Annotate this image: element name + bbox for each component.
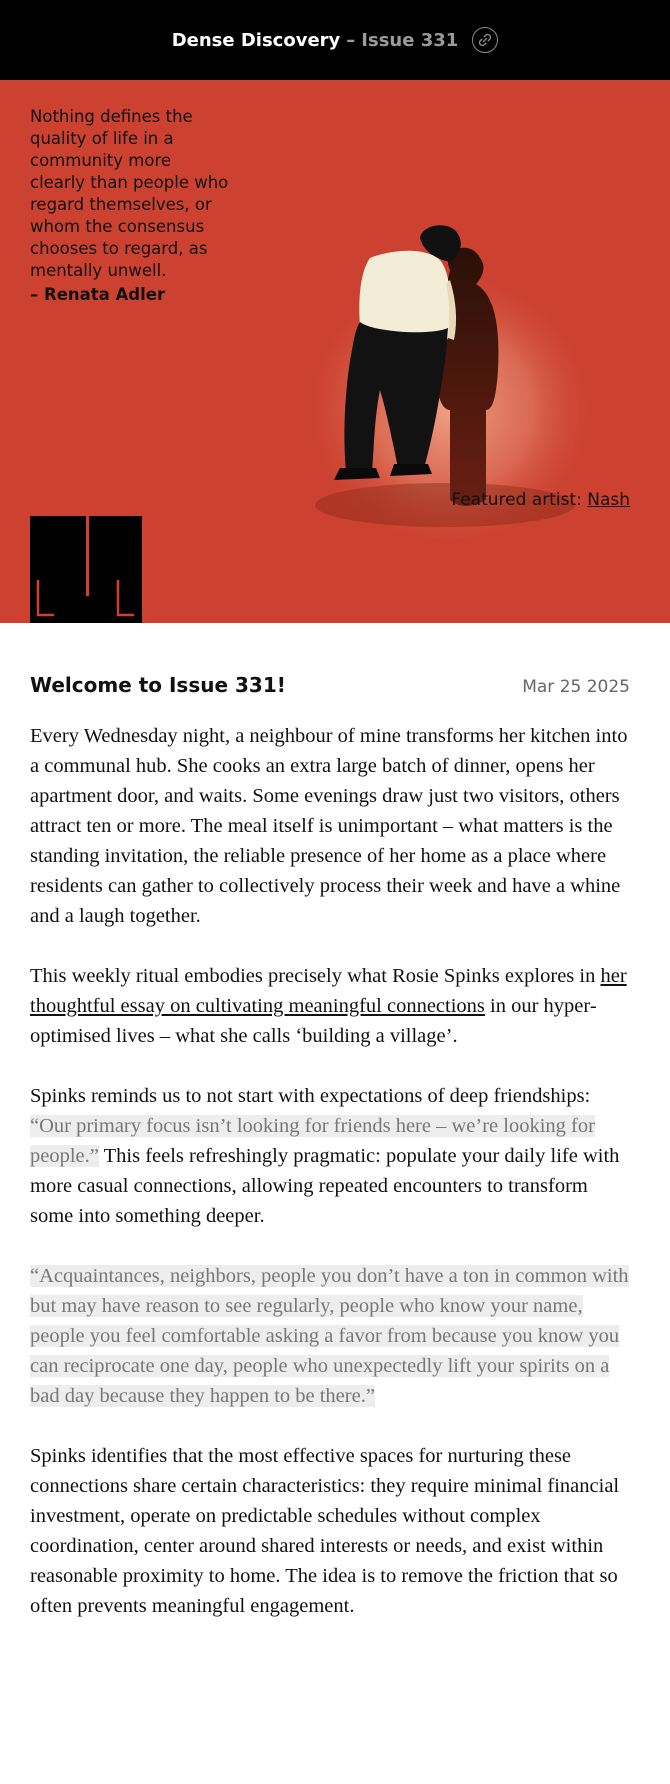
issue-date: Mar 25 2025: [522, 677, 630, 697]
link-icon: [478, 33, 492, 47]
paragraph-3: [30, 1081, 630, 1231]
top-bar: [0, 0, 670, 80]
featured-artist-credit: [451, 490, 630, 510]
featured-quote: [30, 106, 230, 306]
article: [0, 623, 670, 1621]
blockquote-text: “Acquaintances, neighbors, people you don’t have a ton in common with but may have reason to see regularly, people who know your name, people you feel comfortable asking a favor from because you know you can reciprocate one day, people who unexpectedly lift your spirits on a bad day because they happen to be there.”: [30, 1265, 629, 1407]
paragraph-3-text-a: Spinks reminds us to not start with expectations of deep friendships:: [30, 1085, 591, 1107]
paragraph-2-text-b: in our hyper-optimised lives – what she calls ‘building a village’.: [30, 995, 597, 1047]
copy-link-button[interactable]: [472, 27, 498, 53]
hero-banner: [0, 80, 670, 623]
paragraph-5: Spinks identifies that the most effective spaces for nurturing these connections share certain characteristics: they require minimal financial investment, operate on predictable schedules without complex coordination, center around shared interests or needs, and exist within reasonable proximity to home. The idea is to remove the friction that so often prevents meaningful engagement.: [30, 1445, 620, 1617]
essay-link[interactable]: her thoughtful essay on cultivating meaningful connections: [30, 965, 627, 1017]
quote-text: Nothing defines the quality of life in a community more clearly than people who regard themselves, or whom the consensus chooses to regard, as mentally unwell.: [30, 107, 229, 280]
paragraph-3-text-b: This feels refreshingly pragmatic: populate your daily life with more casual connections, allowing repeated encounters to transform some into something deeper.: [30, 1145, 620, 1227]
dd-logo[interactable]: [30, 516, 142, 623]
inline-quote: “Our primary focus isn’t looking for friends here – we’re looking for people.”: [30, 1115, 595, 1167]
quote-author: – Renata Adler: [30, 285, 166, 304]
title-separator: –: [346, 29, 356, 51]
blockquote: [30, 1261, 630, 1411]
credit-label: Featured artist:: [451, 490, 582, 510]
article-header: [30, 673, 630, 697]
paragraph-1: Every Wednesday night, a neighbour of mine transforms her kitchen into a communal hub. She cooks an extra large batch of dinner, opens her apartment door, and waits. Some evenings draw just two visitors, others attract ten or more. The meal itself is unimportant – what matters is the standing invitation, the reliable presence of her home as a place where residents can gather to collectively process their week and have a whine and a laugh together.: [30, 725, 628, 927]
artist-link[interactable]: Nash: [587, 490, 630, 510]
paragraph-2-text-a: This weekly ritual embodies precisely what Rosie Spinks explores in: [30, 965, 601, 987]
article-title: Welcome to Issue 331!: [30, 673, 286, 697]
paragraph-2: [30, 961, 630, 1051]
brand-name[interactable]: Dense Discovery: [171, 29, 341, 51]
issue-label: Issue 331: [361, 29, 459, 51]
